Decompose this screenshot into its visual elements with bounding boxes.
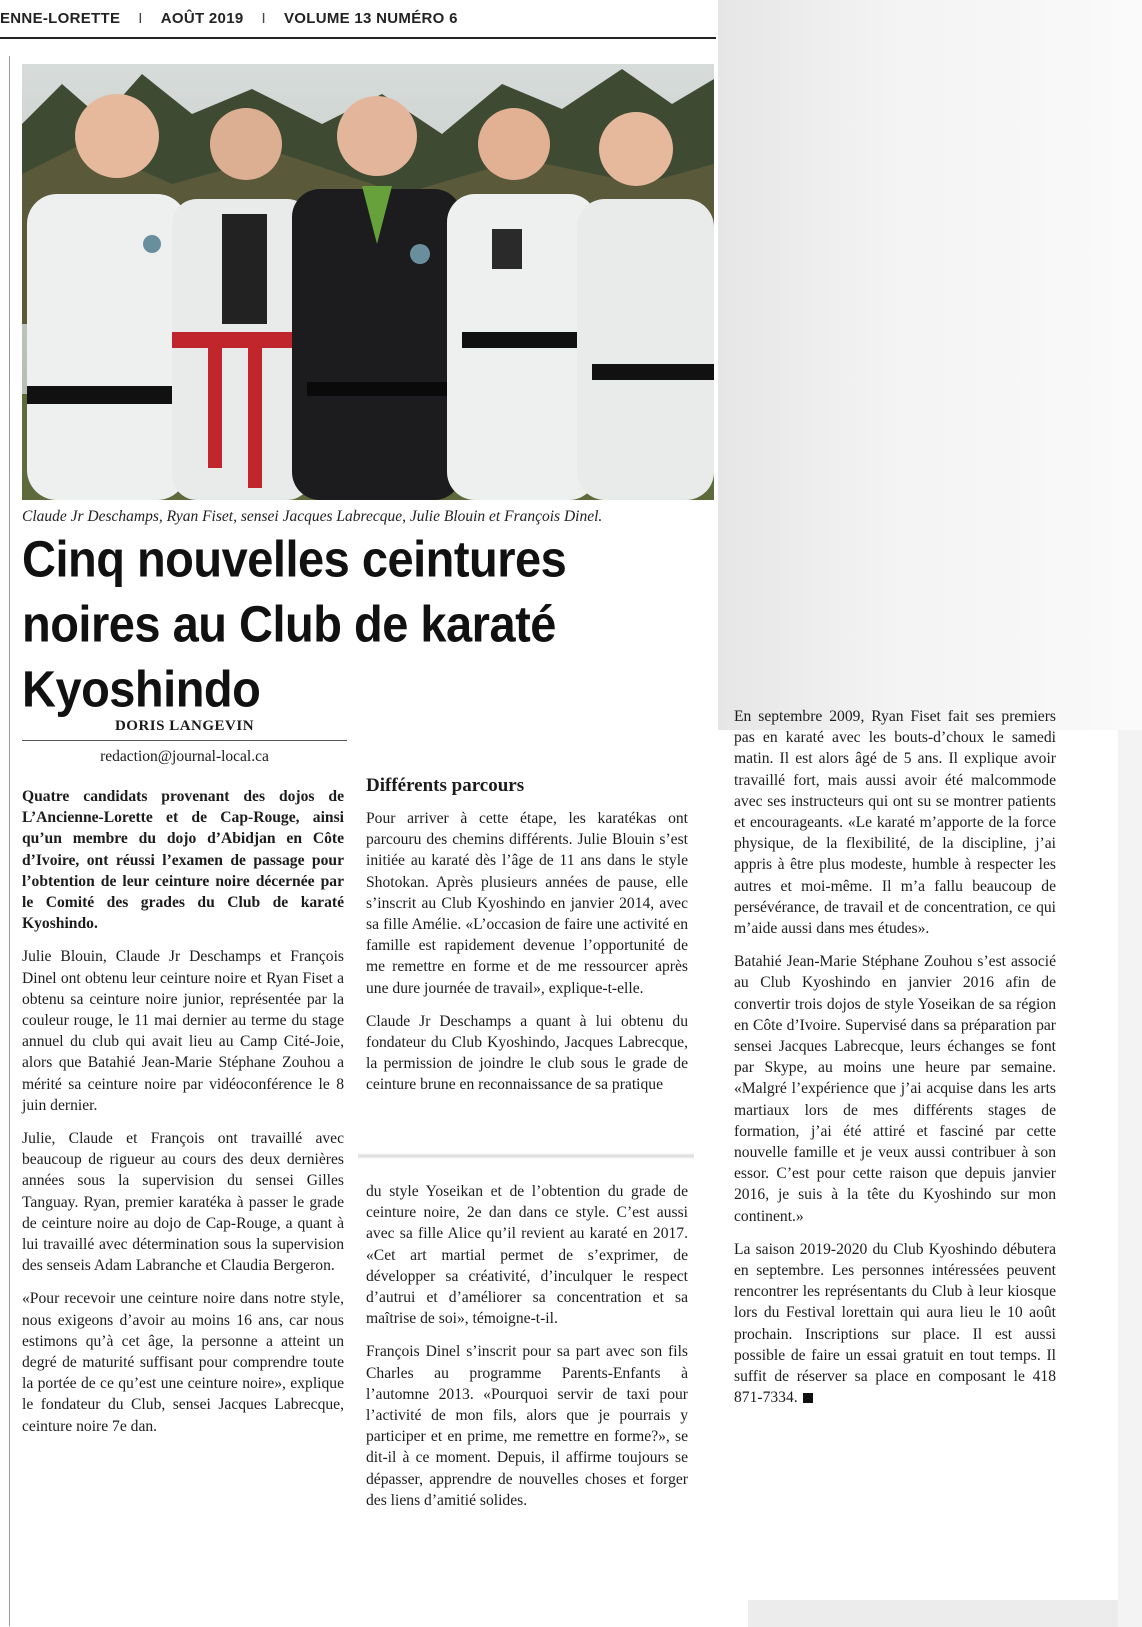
article-paragraph: Julie, Claude et François ont travaillé avec beaucoup de rigueur au cours des deux dernières années sous la supervision du sensei Gilles Tanguay. Ryan, premier karatéka à passer le grade de ceinture noire au dojo de Cap-Rouge, a quant à lui travaillé avec détermination sous la supervision des senseis Adam Labranche et Claudia Bergeron.	[22, 1130, 344, 1275]
issue-volume: VOLUME 13 NUMÉRO 6	[283, 9, 458, 27]
headline-line: Kyoshindo	[22, 659, 261, 718]
scan-seam	[358, 1153, 694, 1159]
article-author: DORIS LANGEVIN	[114, 718, 255, 734]
article-paragraph: du style Yoseikan et de l’obtention du grade de ceinture noire, 2e dan dans ce style. C’est aussi avec sa fille Alice qu’il revient au karaté en 2017. «Cet art martial permet de s’exprimer, de développer sa créativité, d’inculquer le respect d’autrui et d’améliorer sa concentration et sa maîtrise de soi», témoigne-t-il.	[366, 1183, 688, 1328]
header-separator: I	[138, 9, 143, 27]
scan-shadow-bottom	[748, 1600, 1118, 1627]
scan-shadow-right	[1118, 730, 1142, 1627]
headline-line: Cinq nouvelles ceintures	[22, 530, 567, 588]
column-rule	[9, 56, 10, 1626]
article-column-2	[366, 774, 688, 1108]
article-paragraph-text: La saison 2019-2020 du Club Kyoshindo débutera en septembre. Les personnes intéressées peuvent rencontrer les représentants du Club à leur kiosque lors du Festival lorettain qui aura lieu le 10 août prochain. Inscriptions sur place. Il est aussi possible de faire un essai gratuit en tout temps. Il suffit de réserver sa place en composant le 418 871-7334.	[734, 1240, 1056, 1407]
article-column-1	[22, 786, 344, 1449]
article-paragraph: En septembre 2009, Ryan Fiset fait ses premiers pas en karaté avec les bouts-d’choux le samedi matin. Il est alors âgé de 5 ans. Il explique avoir travaillé fort, mais aussi avoir été malcommode avec ses instructeurs qui ont su se montrer patients et encourageants. «Le karaté m’apporte de la force physique, de la flexibilité, de la discipline, j’ai appris à être plus modeste, humble à respecter les autres et moi-même. Il m’a fallu beaucoup de persévérance, de travail et de concentration, ce qui m’aide aussi dans mes études».	[734, 708, 1056, 938]
article-subhead: Différents parcours	[366, 775, 525, 796]
article-column-2-continued	[366, 1181, 688, 1523]
article-paragraph: François Dinel s’inscrit pour sa part avec son fils Charles au programme Parents-Enfants à l’automne 2013. «Pourquoi servir de taxi pour l’activité de mon fils, alors que je pourrais y participer et en prime, me remettre en forme?», se dit-il à ce moment. Depuis, il affirme toujours se dépasser, apprendre de nouvelles choses et forger des liens d’amitié solides.	[366, 1343, 688, 1509]
scan-shadow	[718, 0, 1142, 730]
paper-name: ENNE-LORETTE	[0, 9, 121, 27]
end-of-article-mark	[803, 1393, 813, 1403]
article-paragraph: Julie Blouin, Claude Jr Deschamps et François Dinel ont obtenu leur ceinture noire et Ryan Fiset a obtenu sa ceinture noire junior, représentée par la couleur rouge, le 11 mai dernier au terme du stage annuel du club qui avait lieu au Camp Cité-Joie, alors que Batahié Jean-Marie Stéphane Zouhou a mérité sa ceinture noire par vidéoconférence le 8 juin dernier.	[22, 948, 344, 1114]
author-rule	[22, 740, 347, 741]
headline-line: noires au Club de karaté	[22, 595, 556, 653]
photo-caption: Claude Jr Deschamps, Ryan Fiset, sensei Jacques Labrecque, Julie Blouin et François Dinel.	[22, 508, 603, 525]
article-paragraph: Batahié Jean-Marie Stéphane Zouhou s’est associé au Club Kyoshindo en janvier 2016 afin de convertir trois dojos de style Yoseikan de sa région en Côte d’Ivoire. Supervisé dans sa préparation par sensei Jacques Labrecque, leurs échanges se font par Skype, au moins une heure par semaine. «Malgré l’expérience que j’ai acquise dans les arts martiaux lors de mes différents stages de formation, j’ai été attiré et fasciné par cette nouvelle famille et je veux aussi contribuer à son essor. C’est pour cette raison que depuis janvier 2016, je suis à la tête du Kyoshindo sur mon continent.»	[734, 953, 1056, 1225]
article-photo	[22, 64, 714, 500]
header-rule	[0, 37, 716, 39]
issue-date: AOÛT 2019	[160, 9, 244, 27]
article-headline	[22, 527, 712, 721]
article-paragraph	[734, 1239, 1056, 1409]
page-header	[0, 0, 716, 36]
author-email: redaction@journal-local.ca	[100, 748, 269, 765]
article-lead: Quatre candidats provenant des dojos de L’Ancienne-Lorette et de Cap-Rouge, ainsi qu’un membre du dojo d’Abidjan en Côte d’Ivoire, ont réussi l’examen de passage pour l’obtention de leur ceinture noire décernée par le Comité des grades du Club de karaté Kyoshindo.	[22, 788, 344, 933]
karate-group-illustration	[22, 64, 714, 500]
article-column-3	[734, 706, 1056, 1421]
header-separator: I	[261, 9, 266, 27]
article-paragraph: Claude Jr Deschamps a quant à lui obtenu du fondateur du Club Kyoshindo, Jacques Labrecque, la permission de joindre le club sous le grade de ceinture brune en reconnaissance de sa pratique	[366, 1012, 688, 1094]
article-paragraph: Pour arriver à cette étape, les karatékas ont parcouru des chemins différents. Julie Blouin s’est initiée au karaté dès l’âge de 11 ans dans le style Shotokan. Après plusieurs années de pause, elle s’inscrit au Club Kyoshindo en janvier 2014, avec sa fille Amélie. «L’occasion de faire une activité en famille est rapidement devenue l’opportunité de me remettre en forme et de me ressourcer après une dure journée de travail», explique-t-elle.	[366, 810, 688, 997]
article-paragraph: «Pour recevoir une ceinture noire dans notre style, nous exigeons d’avoir au moins 16 ans, car nous estimons qu’à cet âge, la personne a atteint un degré de maturité suffisant pour comprendre toute la portée de ce qu’est une ceinture noire», explique le fondateur du Club, sensei Jacques Labrecque, ceinture noire 7e dan.	[22, 1290, 344, 1435]
